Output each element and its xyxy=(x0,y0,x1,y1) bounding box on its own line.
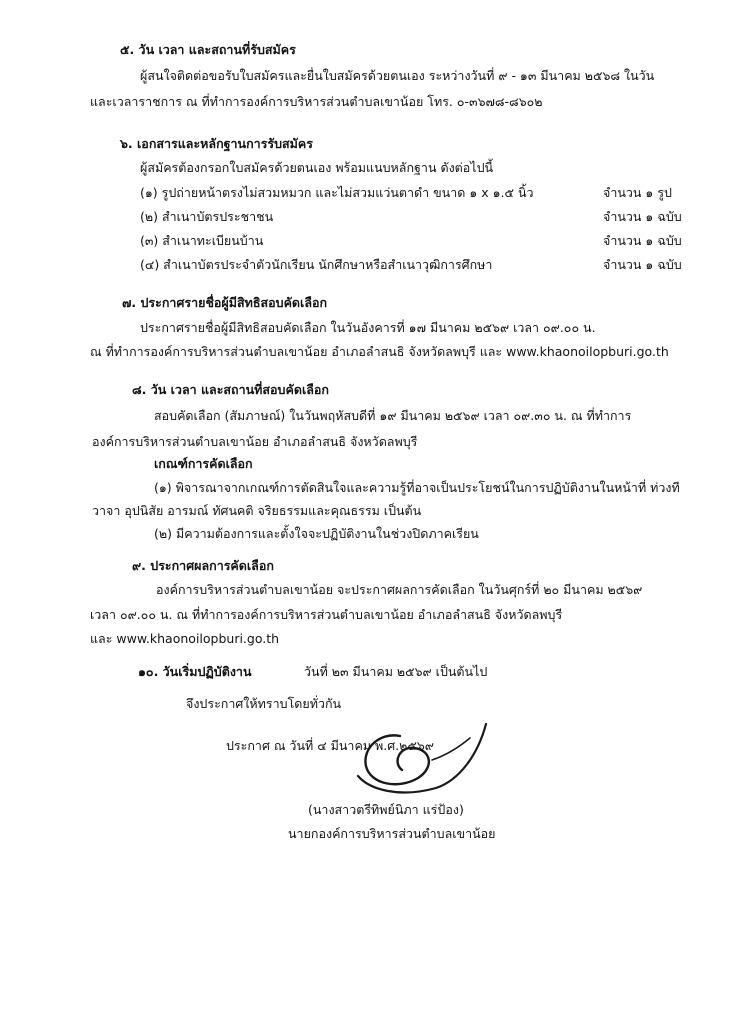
section6-heading: ๖. เอกสารและหลักฐานการรับสมัคร xyxy=(120,136,313,151)
section8-line1: สอบคัดเลือก (สัมภาษณ์) ในวันพฤหัสบดีที่ ๑๙ มีนาคม ๒๕๖๙ เวลา ๐๙.๓๐ น. ณ ที่ทำการ xyxy=(154,408,632,423)
section7-line1: ประกาศรายชื่อผู้มีสิทธิสอบคัดเลือก ในวันอังคารที่ ๑๗ มีนาคม ๒๕๖๙ เวลา ๐๙.๐๐ น. xyxy=(140,320,596,335)
section8-heading: ๘. วัน เวลา และสถานที่สอบคัดเลือก xyxy=(132,382,329,397)
section10-heading: ๑๐. วันเริ่มปฏิบัติงาน xyxy=(138,664,252,679)
doc-item-qty: จำนวน ๑ ฉบับ xyxy=(603,233,682,248)
criteria-heading: เกณฑ์การคัดเลือก xyxy=(154,456,253,471)
signer-name: (นางสาวตรีทิพย์นิภา แร่ป้อง) xyxy=(308,802,464,817)
doc-item-text: (๔) สำเนาบัตรประจำตัวนักเรียน นักศึกษาหรือสำเนาวุฒิการศึกษา xyxy=(140,257,493,272)
section8-line2: องค์การบริหารส่วนตำบลเขาน้อย อำเภอลำสนธิ จังหวัดลพบุรี xyxy=(92,434,418,449)
doc-item-qty: จำนวน ๑ รูป xyxy=(603,185,672,200)
doc-item-qty: จำนวน ๑ ฉบับ xyxy=(603,209,682,224)
criteria-2: (๒) มีความต้องการและตั้งใจจะปฏิบัติงานในช่วงปิดภาคเรียน xyxy=(154,526,479,541)
signer-title: นายกองค์การบริหารส่วนตำบลเขาน้อย xyxy=(288,826,496,841)
handwritten-signature xyxy=(340,718,500,808)
section9-line3: และ www.khaonoilopburi.go.th xyxy=(90,631,280,646)
section5-line2: และเวลาราชการ ณ ที่ทำการองค์การบริหารส่วนตำบลเขาน้อย โทร. ๐-๓๖๗๘-๘๖๐๒ xyxy=(90,94,543,109)
section6-intro: ผู้สมัครต้องกรอกใบสมัครด้วยตนเอง พร้อมแนบหลักฐาน ดังต่อไปนี้ xyxy=(140,160,494,175)
section9-line2: เวลา ๐๙.๐๐ น. ณ ที่ทำการองค์การบริหารส่วนตำบลเขาน้อย อำเภอลำสนธิ จังหวัดลพบุรี xyxy=(90,607,563,622)
criteria-1-line1: (๑) พิจารณาจากเกณฑ์การตัดสินใจและความรู้ที่อาจเป็นประโยชน์ในการปฏิบัติงานในหน้าที่ ท่วงที xyxy=(154,480,680,495)
section5-line1: ผู้สนใจติดต่อขอรับใบสมัครและยื่นใบสมัครด้วยตนเอง ระหว่างวันที่ ๙ - ๑๓ มีนาคม ๒๕๖๘ ในวัน xyxy=(140,68,655,83)
closing-notice: จึงประกาศให้ทราบโดยทั่วกัน xyxy=(186,696,342,711)
section5-heading: ๕. วัน เวลา และสถานที่รับสมัคร xyxy=(120,42,296,57)
section7-heading: ๗. ประกาศรายชื่อผู้มีสิทธิสอบคัดเลือก xyxy=(122,295,328,310)
section9-line1: องค์การบริหารส่วนตำบลเขาน้อย จะประกาศผลการคัดเลือก ในวันศุกร์ที่ ๒๐ มีนาคม ๒๕๖๙ xyxy=(156,582,643,597)
section7-line2: ณ ที่ทำการองค์การบริหารส่วนตำบลเขาน้อย อำเภอลำสนธิ จังหวัดลพบุรี และ www.khaonoilopburi.go.th xyxy=(90,344,669,359)
doc-item-text: (๓) สำเนาทะเบียนบ้าน xyxy=(140,233,264,248)
doc-item-qty: จำนวน ๑ ฉบับ xyxy=(603,257,682,272)
section10-text: วันที่ ๒๓ มีนาคม ๒๕๖๙ เป็นต้นไป xyxy=(304,664,488,679)
criteria-1-line2: วาจา อุปนิสัย อารมณ์ ทัศนคติ จริยธรรมและคุณธรรม เป็นต้น xyxy=(92,503,422,518)
closing-date: ประกาศ ณ วันที่ ๔ มีนาคม พ.ศ.๒๕๖๙ xyxy=(226,738,434,753)
section9-heading: ๙. ประกาศผลการคัดเลือก xyxy=(132,558,274,573)
doc-item-text: (๒) สำเนาบัตรประชาชน xyxy=(140,209,274,224)
doc-item-text: (๑) รูปถ่ายหน้าตรงไม่สวมหมวก และไม่สวมแว่นตาดำ ขนาด ๑ x ๑.๕ นิ้ว xyxy=(140,185,534,200)
